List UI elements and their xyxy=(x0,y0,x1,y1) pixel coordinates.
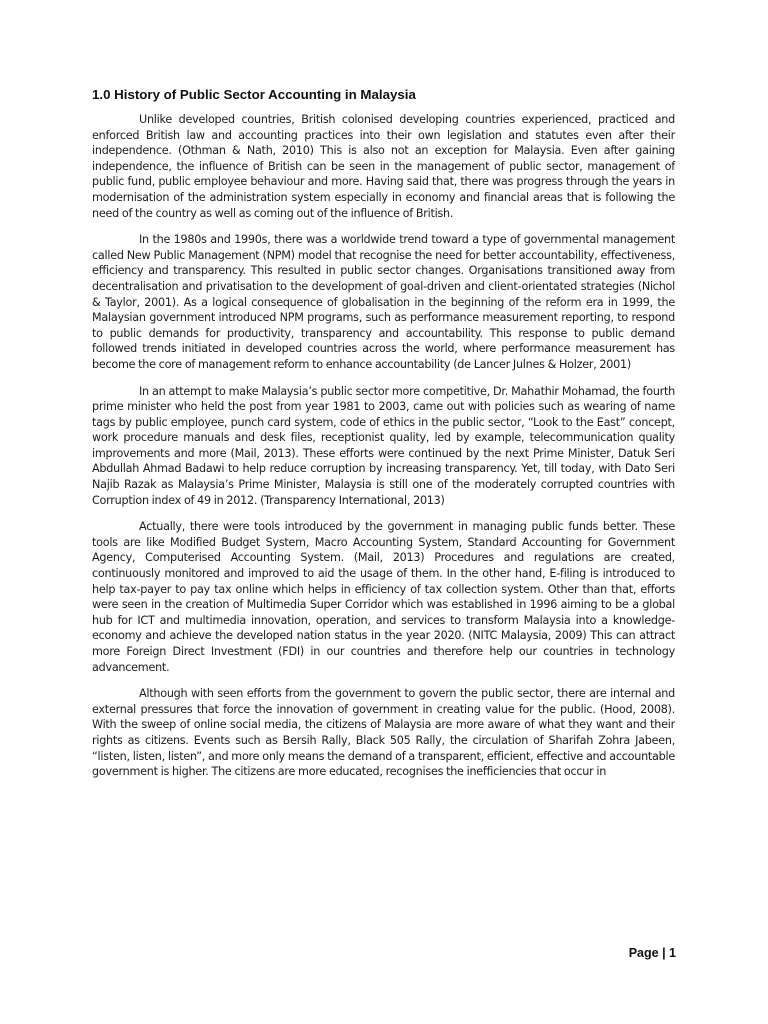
document-body xyxy=(92,86,675,791)
paragraph-npm: In the 1980s and 1990s, there was a worldwide trend toward a type of governmental management called New Public Management (NPM) model that recognise the need for better accountability, effectiveness, efficiency and transparency. This resulted in public sector changes. Organisations transitioned away from decentralisation and privatisation to the development of goal-driven and client-orientated strategies (Nichol & Taylor, 2001). As a logical consequence of globalisation in the beginning of the reform era in 1999, the Malaysian government introduced NPM programs, such as performance measurement reporting, to respond to public demands for productivity, transparency and accountability. This response to public demand followed trends initiated in developed countries across the world, where performance measurement has become the core of management reform to enhance accountability (de Lancer Julnes & Holzer, 2001) xyxy=(92,233,675,371)
paragraph-tools: Actually, there were tools introduced by the government in managing public funds better. These tools are like Modified Budget System, Macro Accounting System, Standard Accounting for Government Agency, Computerised Accounting System. (Mail, 2013) Procedures and regulations are created, continuously monitored and improved to aid the usage of them. In the other hand, E-filing is introduced to help tax-payer to pay tax online which helps in efficiency of tax collection system. Other than that, efforts were seen in the creation of Multimedia Super Corridor which was established in 1996 aiming to be a global hub for ICT and multimedia innovation, operation, and services to transform Malaysia into a knowledge-economy and achieve the developed nation status in the year 2020. (NITC Malaysia, 2009) This can attract more Foreign Direct Investment (FDI) in our countries and therefore help our countries in technology advancement. xyxy=(92,520,675,674)
section-heading: 1.0 History of Public Sector Accounting in Malaysia xyxy=(92,87,416,102)
paragraph-british-influence: Unlike developed countries, British colonised developing countries experienced, practiced and enforced British law and accounting practices into their own legislation and statutes even after their independence. (Othman & Nath, 2010) This is also not an exception for Malaysia. Even after gaining independence, the influence of British can be seen in the management of public sector, management of public fund, public employee behaviour and more. Having said that, there was progress through the years in modernisation of the administration system especially in economy and financial areas that is following the need of the country as well as coming out of the influence of British. xyxy=(92,113,675,220)
page-number: Page | 1 xyxy=(628,946,676,960)
paragraph-pressures: Although with seen efforts from the government to govern the public sector, there are internal and external pressures that force the innovation of government in creating value for the public. (Hood, 2008). With the sweep of online social media, the citizens of Malaysia are more aware of what they want and their rights as citizens. Events such as Bersih Rally, Black 505 Rally, the circulation of Sharifah Zohra Jabeen, “listen, listen, listen”, and more only means the demand of a transparent, efficient, effective and accountable government is higher. The citizens are more educated, recognises the inefficiencies that occur in xyxy=(92,687,675,779)
paragraph-mahathir: In an attempt to make Malaysia’s public sector more competitive, Dr. Mahathir Mohamad, the fourth prime minister who held the post from year 1981 to 2003, came out with policies such as wearing of name tags by public employee, punch card system, code of ethics in the public sector, “Look to the East” concept, work procedure manuals and desk files, receptionist quality, led by example, telecommunication quality improvements and more (Mail, 2013). These efforts were continued by the next Prime Minister, Datuk Seri Abdullah Ahmad Badawi to help reduce corruption by increasing transparency. Yet, till today, with Dato Seri Najib Razak as Malaysia’s Prime Minister, Malaysia is still one of the moderately corrupted countries with Corruption index of 49 in 2012. (Transparency International, 2013) xyxy=(92,384,675,507)
